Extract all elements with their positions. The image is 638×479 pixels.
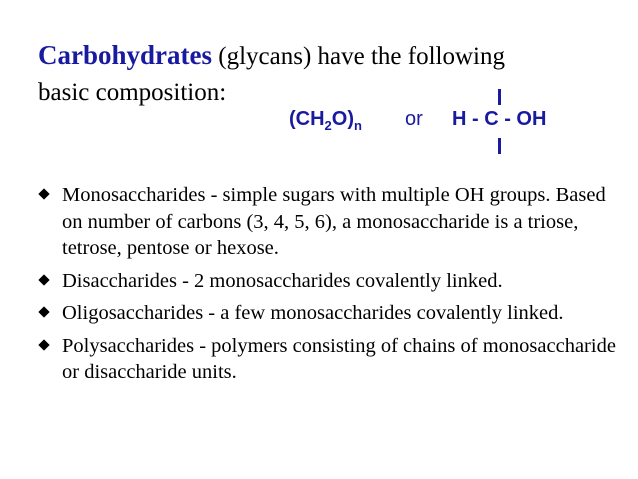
bond-bottom-line bbox=[498, 138, 501, 154]
general-formula bbox=[289, 108, 362, 133]
formula-mid: O) bbox=[331, 108, 354, 130]
formula-base: (CH bbox=[289, 108, 325, 130]
formula-subscript-2: 2 bbox=[324, 118, 332, 133]
bullet-list bbox=[38, 182, 623, 392]
diamond-bullet-icon bbox=[38, 339, 49, 350]
bullet-text: Polysaccharides - polymers consisting of chains of monosaccharide or disaccharide units. bbox=[62, 334, 616, 383]
bond-top-line bbox=[498, 89, 501, 105]
bullet-text: Disaccharides - 2 monosaccharides covalently linked. bbox=[62, 269, 503, 292]
bullet-item bbox=[38, 300, 623, 327]
diamond-bullet-icon bbox=[38, 274, 49, 285]
title-rest: (glycans) have the following bbox=[212, 43, 505, 70]
bullet-text: Oligosaccharides - a few monosaccharides covalently linked. bbox=[62, 302, 564, 324]
bullet-item bbox=[38, 268, 623, 295]
title-highlight: Carbohydrates bbox=[38, 40, 212, 70]
title-line-2: basic composition: bbox=[38, 79, 227, 106]
slide-title bbox=[38, 40, 505, 71]
formula-subscript-n: n bbox=[354, 118, 362, 133]
bullet-text: Monosaccharides - simple sugars with multiple OH groups. Based on number of carbons (3, 4, 5, 6), a monosaccharide is a triose, tetrose, pentose or hexose. bbox=[62, 184, 606, 259]
bullet-item bbox=[38, 333, 623, 386]
diamond-bullet-icon bbox=[38, 306, 49, 317]
formula-or: or bbox=[405, 108, 423, 130]
diamond-bullet-icon bbox=[38, 188, 49, 199]
bullet-item bbox=[38, 182, 623, 262]
structural-unit: H - C - OH bbox=[452, 108, 547, 130]
